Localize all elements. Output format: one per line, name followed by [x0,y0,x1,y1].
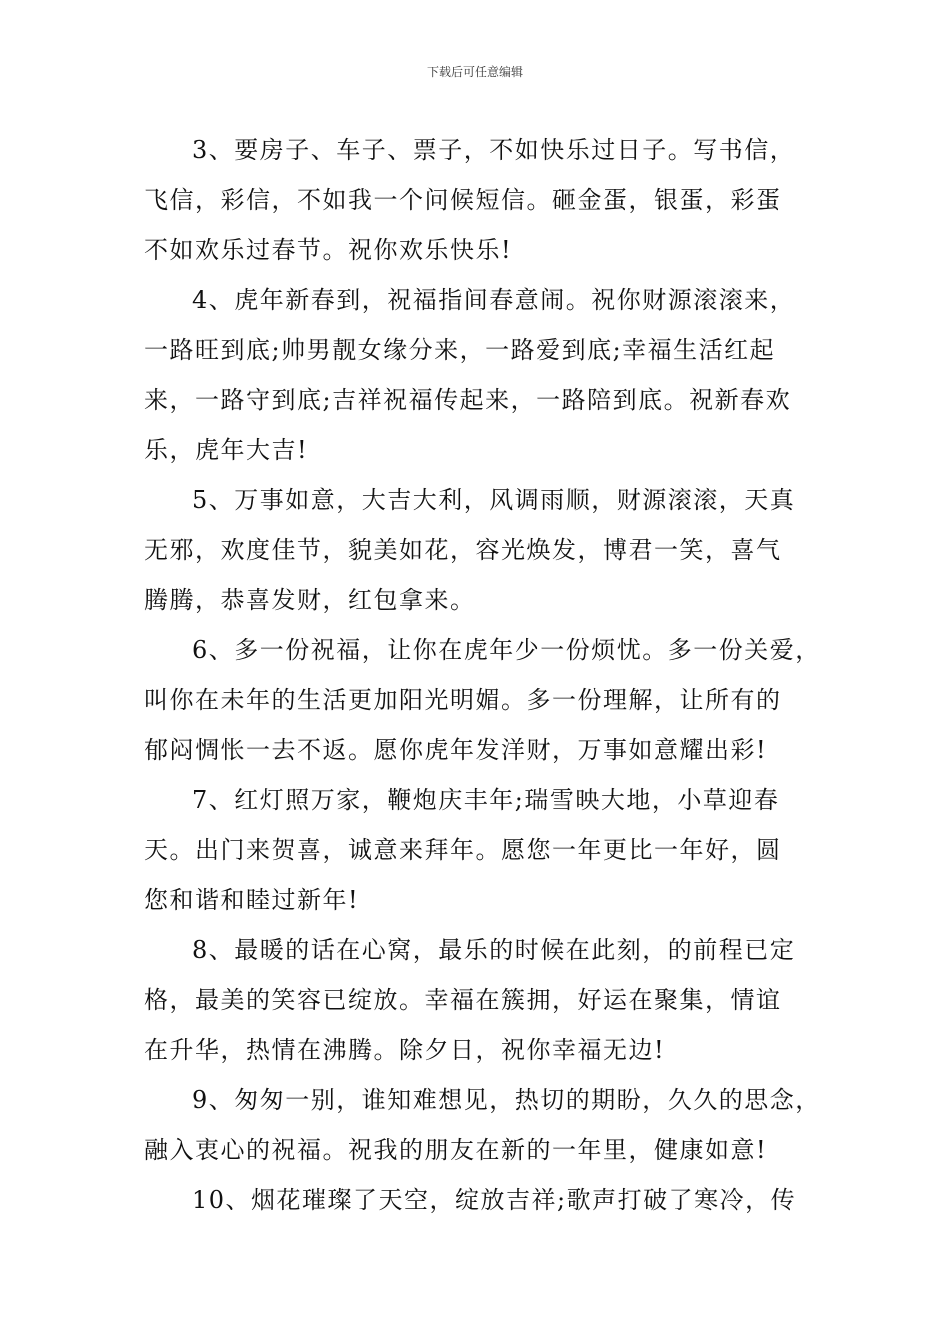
text-line: 不如欢乐过春节。祝你欢乐快乐! [144,236,513,264]
document-body [144,125,821,1225]
page-header: 下载后可任意编辑 [426,65,523,79]
text-line: 叫你在未年的生活更加阳光明媚。多一份理解，让所有的 [144,686,782,714]
paragraph-10 [144,1175,809,1225]
text-line: 融入衷心的祝福。祝我的朋友在新的一年里，健康如意! [144,1136,768,1164]
text-line: 3、要房子、车子、票子，不如快乐过日子。写书信， [192,136,796,164]
text-line: 腾腾，恭喜发财，红包拿来。 [144,586,476,614]
text-line: 格，最美的笑容已绽放。幸福在簇拥，好运在聚集，情谊 [144,986,782,1014]
text-line: 4、虎年新春到，祝福指间春意闹。祝你财源滚滚来， [192,286,796,314]
text-line: 5、万事如意，大吉大利，风调雨顺，财源滚滚，天真 [192,486,796,514]
text-line: 无邪，欢度佳节，貌美如花，容光焕发，博君一笑，喜气 [144,536,782,564]
text-line: 9、匆匆一别，谁知难想见，热切的期盼，久久的思念， [192,1086,821,1114]
paragraph-6 [144,625,821,775]
text-line: 10、烟花璀璨了天空，绽放吉祥;歌声打破了寒冷，传 [192,1186,797,1214]
text-line: 您和谐和睦过新年! [144,886,360,914]
text-line: 郁闷惆怅一去不返。愿你虎年发洋财，万事如意耀出彩! [144,736,768,764]
paragraph-3 [144,125,809,275]
text-line: 一路旺到底;帅男靓女缘分来，一路爱到底;幸福生活红起 [144,336,776,364]
text-line: 乐，虎年大吉! [144,436,309,464]
paragraph-8 [144,925,809,1075]
text-line: 在升华，热情在沸腾。除夕日，祝你幸福无边! [144,1036,666,1064]
paragraph-4 [144,275,809,475]
text-line: 来，一路守到底;吉祥祝福传起来，一路陪到底。祝新春欢 [144,386,792,414]
text-line: 7、红灯照万家，鞭炮庆丰年;瑞雪映大地，小草迎春 [192,786,780,814]
text-line: 飞信，彩信，不如我一个问候短信。砸金蛋，银蛋，彩蛋 [144,186,782,214]
text-line: 8、最暖的话在心窝，最乐的时候在此刻，的前程已定 [192,936,796,964]
paragraph-9 [144,1075,821,1175]
paragraph-5 [144,475,809,625]
text-line: 6、多一份祝福，让你在虎年少一份烦忧。多一份关爱， [192,636,821,664]
text-line: 天。出门来贺喜，诚意来拜年。愿您一年更比一年好，圆 [144,836,782,864]
paragraph-7 [144,775,809,925]
